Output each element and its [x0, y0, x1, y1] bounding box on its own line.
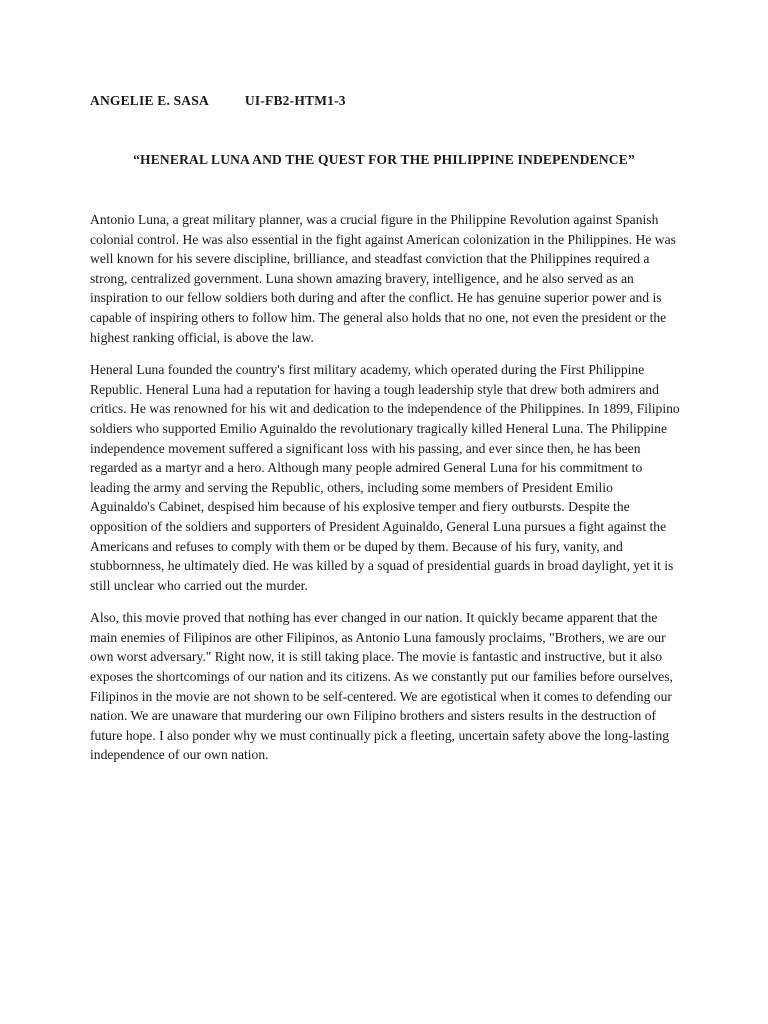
paragraph-1: Antonio Luna, a great military planner, was a crucial figure in the Philippine Revolution against Spanish colonial control. He was also essential in the fight against American colonization in the Philippines. He was well known for his severe discipline, brilliance, and steadfast conviction that the Philippines required a strong, centralized government. Luna shown amazing bravery, intelligence, and he also served as an inspiration to our fellow soldiers both during and after the conflict. He has genuine superior power and is capable of inspiring others to follow him. The general also holds that no one, not even the president or the highest ranking official, is above the law. — [90, 212, 676, 345]
document-header — [90, 93, 346, 109]
paragraph-2: Heneral Luna founded the country's first military academy, which operated during the First Philippine Republic. Heneral Luna had a reputation for having a tough leadership style that drew both admirers and critics. He was renowned for his wit and dedication to the independence of the Philippines. In 1899, Filipino soldiers who supported Emilio Aguinaldo the revolutionary tragically killed Heneral Luna. The Philippine independence movement suffered a significant loss with his passing, and ever since then, he has been regarded as a martyr and a hero. Although many people admired General Luna for his commitment to leading the army and serving the Republic, others, including some members of President Emilio Aguinaldo's Cabinet, despised him because of his explosive temper and fiery outbursts. Despite the opposition of the soldiers and supporters of President Aguinaldo, General Luna pursues a fight against the Americans and refuses to comply with them or be duped by them. Because of his fury, vanity, and stubbornness, he ultimately died. He was killed by a squad of presidential guards in broad daylight, yet it is still unclear who carried out the murder. — [90, 362, 680, 593]
author-name: ANGELIE E. SASA — [90, 93, 209, 108]
section-code: UI-FB2-HTM1-3 — [244, 93, 346, 108]
paragraph-3: Also, this movie proved that nothing has ever changed in our nation. It quickly became apparent that the main enemies of Filipinos are other Filipinos, as Antonio Luna famously proclaims, "Brothers, we are our own worst adversary." Right now, it is still taking place. The movie is fantastic and instructive, but it also exposes the shortcomings of our nation and its citizens. As we constantly put our families before ourselves, Filipinos in the movie are not shown to be self-centered. We are egotistical when it comes to defending our nation. We are unaware that murdering our own Filipino brothers and sisters results in the destruction of future hope. I also ponder why we must continually pick a fleeting, uncertain safety above the long-lasting independence of our own nation. — [90, 610, 673, 763]
essay-title: “HENERAL LUNA AND THE QUEST FOR THE PHILIPPINE INDEPENDENCE” — [133, 152, 635, 167]
essay-body — [90, 210, 680, 778]
